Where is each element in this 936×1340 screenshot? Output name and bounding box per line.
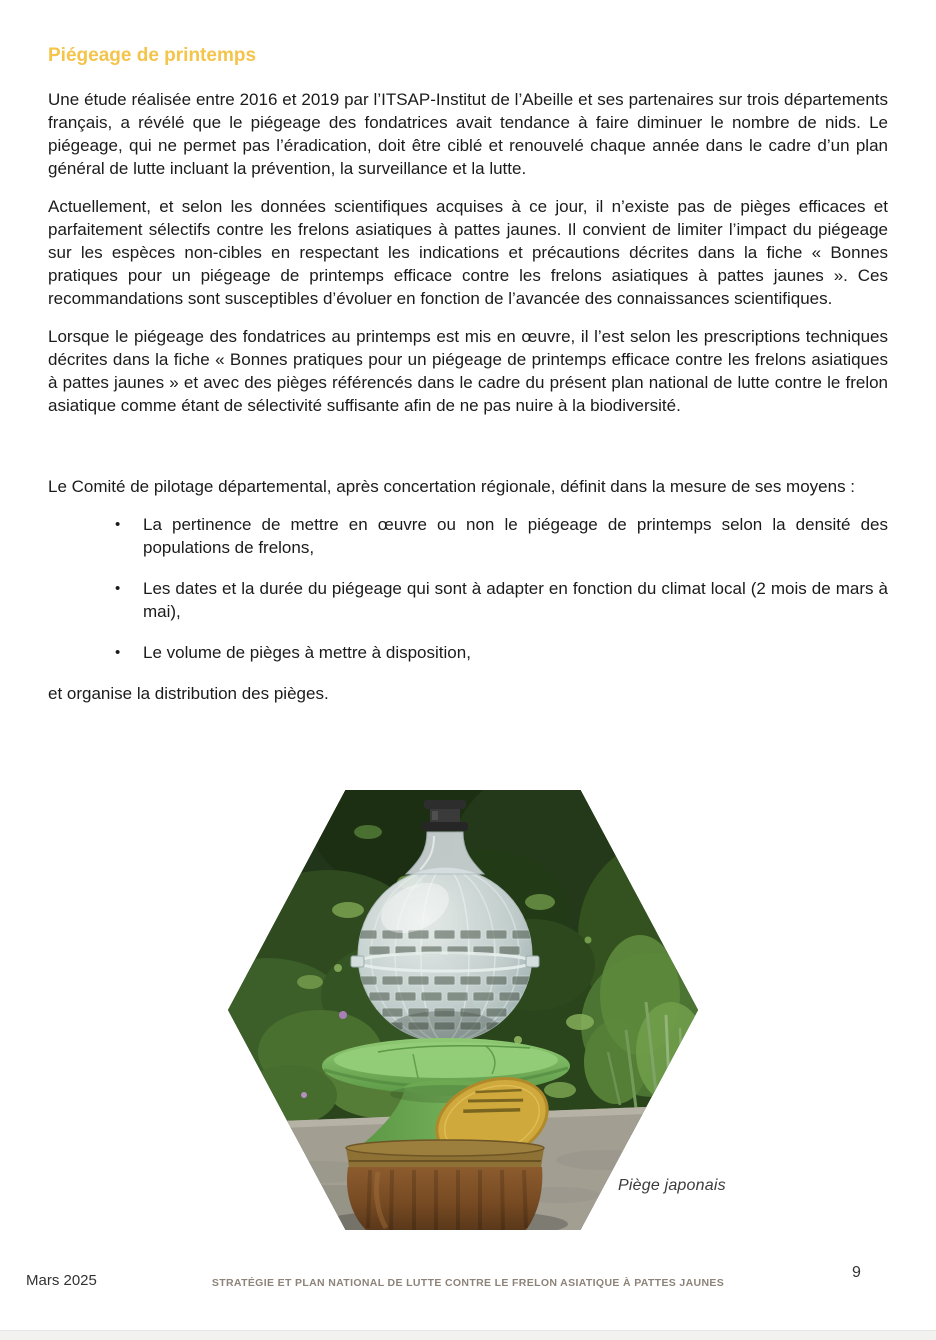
paragraph-distribution: et organise la distribution des pièges. bbox=[48, 684, 329, 703]
list-item-text: La pertinence de mettre en œuvre ou non le piégeage de printemps selon la densité des populations de frelons, bbox=[143, 515, 888, 557]
committee-decisions-list bbox=[48, 513, 888, 664]
footer-document-title: STRATÉGIE ET PLAN NATIONAL DE LUTTE CONTRE LE FRELON ASIATIQUE À PATTES JAUNES bbox=[211, 1277, 725, 1289]
paragraph-spring-trapping: Lorsque le piégeage des fondatrices au printemps est mis en œuvre, il l’est selon les prescriptions techniques décrites dans la fiche « Bonnes pratiques pour un piégeage de printemps efficace contre les frelons asiatiques à pattes jaunes » et avec des pièges référencés dans le cadre du présent plan national de lutte contre le frelon asiatique comme étant de sélectivité suffisante afin de ne pas nuire à la biodiversité. bbox=[48, 327, 888, 415]
list-item bbox=[48, 577, 888, 623]
hexagon-photo bbox=[228, 790, 698, 1230]
paragraph-committee-lead: Le Comité de pilotage départemental, après concertation régionale, définit dans la mesure de ses moyens : bbox=[48, 477, 856, 496]
list-item-text: Les dates et la durée du piégeage qui sont à adapter en fonction du climat local (2 mois de mars à mai), bbox=[143, 579, 888, 621]
text-column bbox=[48, 45, 888, 720]
list-item bbox=[48, 513, 888, 559]
page-number: 9 bbox=[852, 1264, 861, 1281]
bullet-marker: • bbox=[115, 644, 121, 661]
figure-caption: Piège japonais bbox=[618, 1177, 726, 1194]
list-item-text: Le volume de pièges à mettre à disposition, bbox=[143, 643, 471, 662]
bottom-bar bbox=[0, 1330, 936, 1340]
section-heading: Piégeage de printemps bbox=[48, 45, 257, 66]
bullet-marker: • bbox=[115, 580, 121, 597]
list-item bbox=[48, 641, 888, 664]
paragraph-current-traps: Actuellement, et selon les données scientifiques acquises à ce jour, il n’existe pas de pièges efficaces et parfaitement sélectifs contre les frelons asiatiques à pattes jaunes. Il convient de limiter l’impact du piégeage sur les espèces non-cibles en respectant les indications et précautions décrites dans la fiche « Bonnes pratiques pour un piégeage de printemps efficace contre les frelons asiatiques à pattes jaunes ». Ces recommandations sont susceptibles d’évoluer en fonction de l’avancée des connaissances scientifiques. bbox=[48, 197, 888, 308]
footer-date: Mars 2025 bbox=[26, 1272, 97, 1289]
trap-photo-illustration bbox=[228, 790, 698, 1230]
paragraph-intro-study: Une étude réalisée entre 2016 et 2019 par l’ITSAP-Institut de l’Abeille et ses partenaires sur trois départements français, a révélé que le piégeage des fondatrices avait tendance à faire diminuer le nombre de nids. Le piégeage, qui ne permet pas l’éradication, doit être ciblé et renouvelé chaque année dans le cadre d’un plan général de lutte incluant la prévention, la surveillance et la lutte. bbox=[48, 90, 888, 178]
bullet-marker: • bbox=[115, 516, 121, 533]
